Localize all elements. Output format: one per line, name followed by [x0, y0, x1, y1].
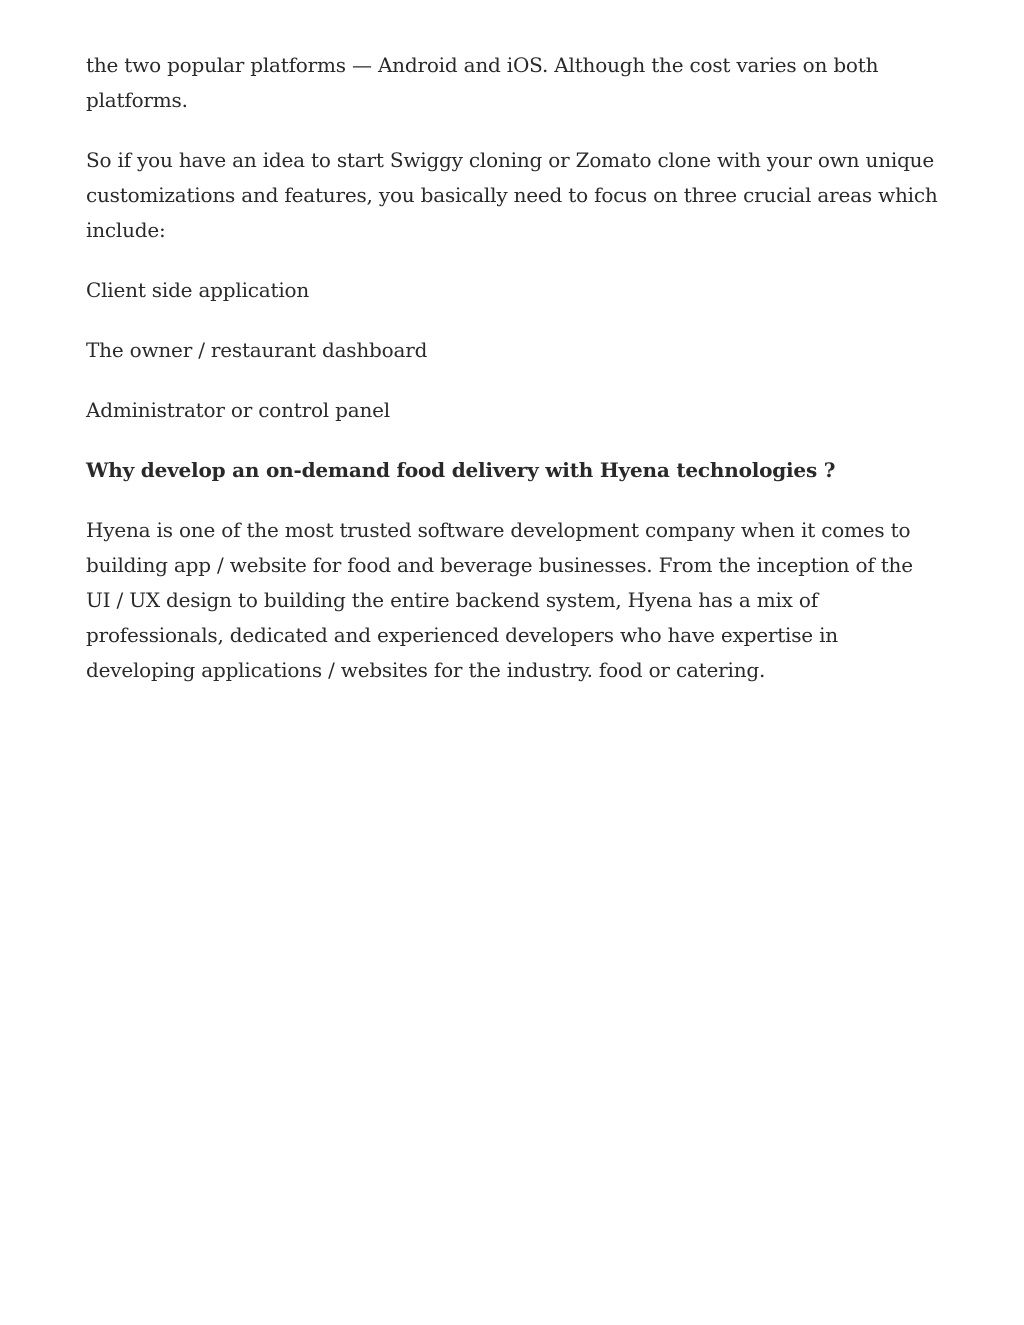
paragraph-intro-areas: So if you have an idea to start Swiggy cloning or Zomato clone with your own unique customizations and features, you basically need to focus on three crucial areas which include:: [86, 148, 938, 242]
section-heading: Why develop an on-demand food delivery with Hyena technologies ?: [86, 458, 836, 482]
paragraph-hyena: Hyena is one of the most trusted software development company when it comes to building app / website for food and beverage businesses. From the inception of the UI / UX design to building the entire backend system, Hyena has a mix of professionals, dedicated and experienced developers who have expertise in developing applications / websites for the industry. food or catering.: [86, 518, 913, 682]
paragraph-platforms: the two popular platforms — Android and iOS. Although the cost varies on both platforms.: [86, 53, 879, 112]
list-item-admin-panel: Administrator or control panel: [86, 398, 390, 422]
list-item-owner-dashboard: The owner / restaurant dashboard: [86, 338, 428, 362]
article-body: [86, 48, 938, 713]
list-item-client-app: Client side application: [86, 278, 310, 302]
